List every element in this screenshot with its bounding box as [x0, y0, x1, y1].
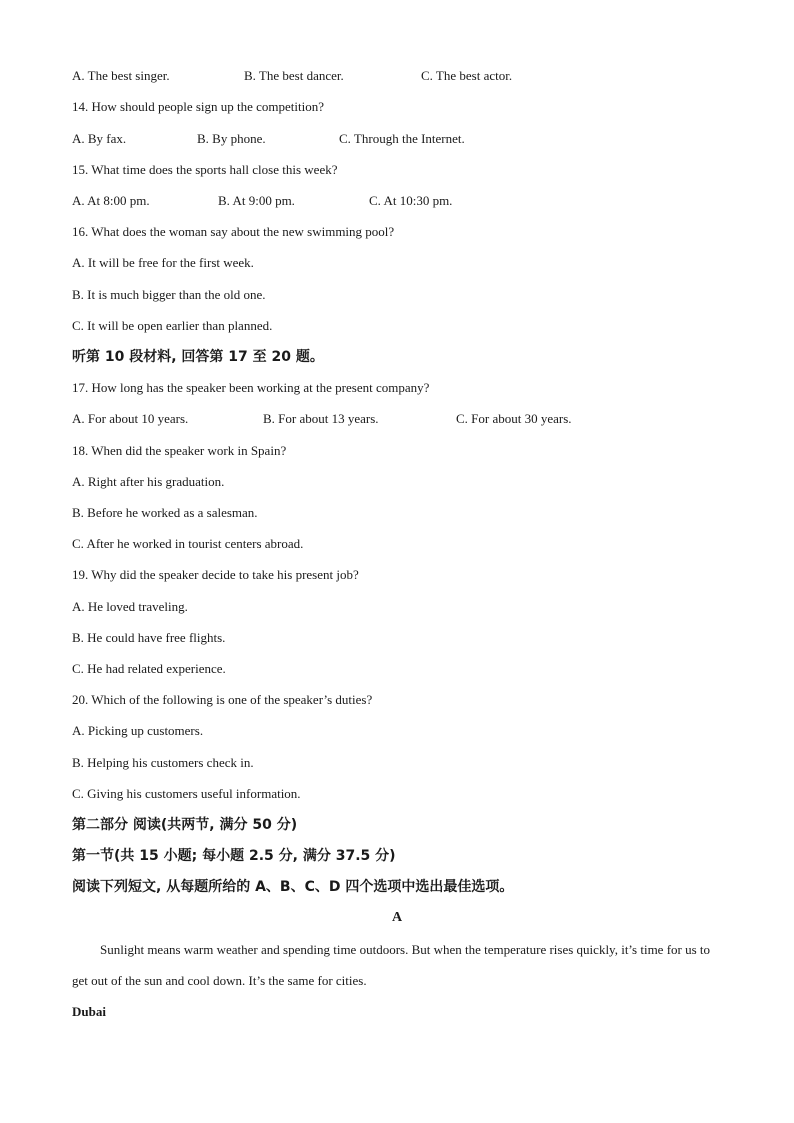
- q19-option-a: A. He loved traveling.: [72, 599, 188, 614]
- q15-option-c: C. At 10:30 pm.: [369, 193, 453, 208]
- q19-option-b: B. He could have free flights.: [72, 630, 226, 645]
- q16-question: 16. What does the woman say about the new swimming pool?: [72, 224, 395, 239]
- section-1-title: 第一节(共 15 小题; 每小题 2.5 分, 满分 37.5 分): [72, 848, 396, 864]
- q15-option-b: B. At 9:00 pm.: [218, 193, 295, 208]
- q13-option-b: B. The best dancer.: [244, 68, 344, 83]
- q20-option-a: A. Picking up customers.: [72, 723, 204, 738]
- q19-question: 19. Why did the speaker decide to take his present job?: [72, 567, 359, 582]
- q20-option-c: C. Giving his customers useful information.: [72, 786, 301, 801]
- reading-instructions: 阅读下列短文, 从每题所给的 A、B、C、D 四个选项中选出最佳选项。: [72, 879, 514, 895]
- q14-option-a: A. By fax.: [72, 131, 127, 146]
- part-2-title: 第二部分 阅读(共两节, 满分 50 分): [72, 817, 298, 833]
- q18-option-a: A. Right after his graduation.: [72, 474, 225, 489]
- q16-option-a: A. It will be free for the first week.: [72, 255, 254, 270]
- q17-option-c: C. For about 30 years.: [456, 411, 572, 426]
- q13-option-a: A. The best singer.: [72, 68, 170, 83]
- q16-option-c: C. It will be open earlier than planned.: [72, 318, 273, 333]
- q17-option-a: A. For about 10 years.: [72, 411, 189, 426]
- q18-option-c: C. After he worked in tourist centers abroad.: [72, 536, 304, 551]
- passage-paragraph: Sunlight means warm weather and spending time outdoors. But when the temperature rises quickly, it’s time for us to get out of the sun and cool down. It’s the same for cities.: [72, 942, 711, 988]
- q20-question: 20. Which of the following is one of the speaker’s duties?: [72, 692, 373, 707]
- q18-option-b: B. Before he worked as a salesman.: [72, 505, 258, 520]
- q18-question: 18. When did the speaker work in Spain?: [72, 443, 287, 458]
- q14-option-c: C. Through the Internet.: [339, 131, 465, 146]
- passage-subheading: Dubai: [72, 1004, 106, 1019]
- passage-label: A: [391, 910, 403, 925]
- q20-option-b: B. Helping his customers check in.: [72, 755, 254, 770]
- q17-question: 17. How long has the speaker been working at the present company?: [72, 380, 430, 395]
- q15-option-a: A. At 8:00 pm.: [72, 193, 150, 208]
- q14-question: 14. How should people sign up the competition?: [72, 99, 325, 114]
- q15-question: 15. What time does the sports hall close this week?: [72, 162, 338, 177]
- q16-option-b: B. It is much bigger than the old one.: [72, 287, 266, 302]
- q13-option-c: C. The best actor.: [421, 68, 513, 83]
- section-10-heading: 听第 10 段材料, 回答第 17 至 20 题。: [72, 349, 324, 365]
- q14-option-b: B. By phone.: [197, 131, 266, 146]
- q19-option-c: C. He had related experience.: [72, 661, 226, 676]
- q17-option-b: B. For about 13 years.: [263, 411, 379, 426]
